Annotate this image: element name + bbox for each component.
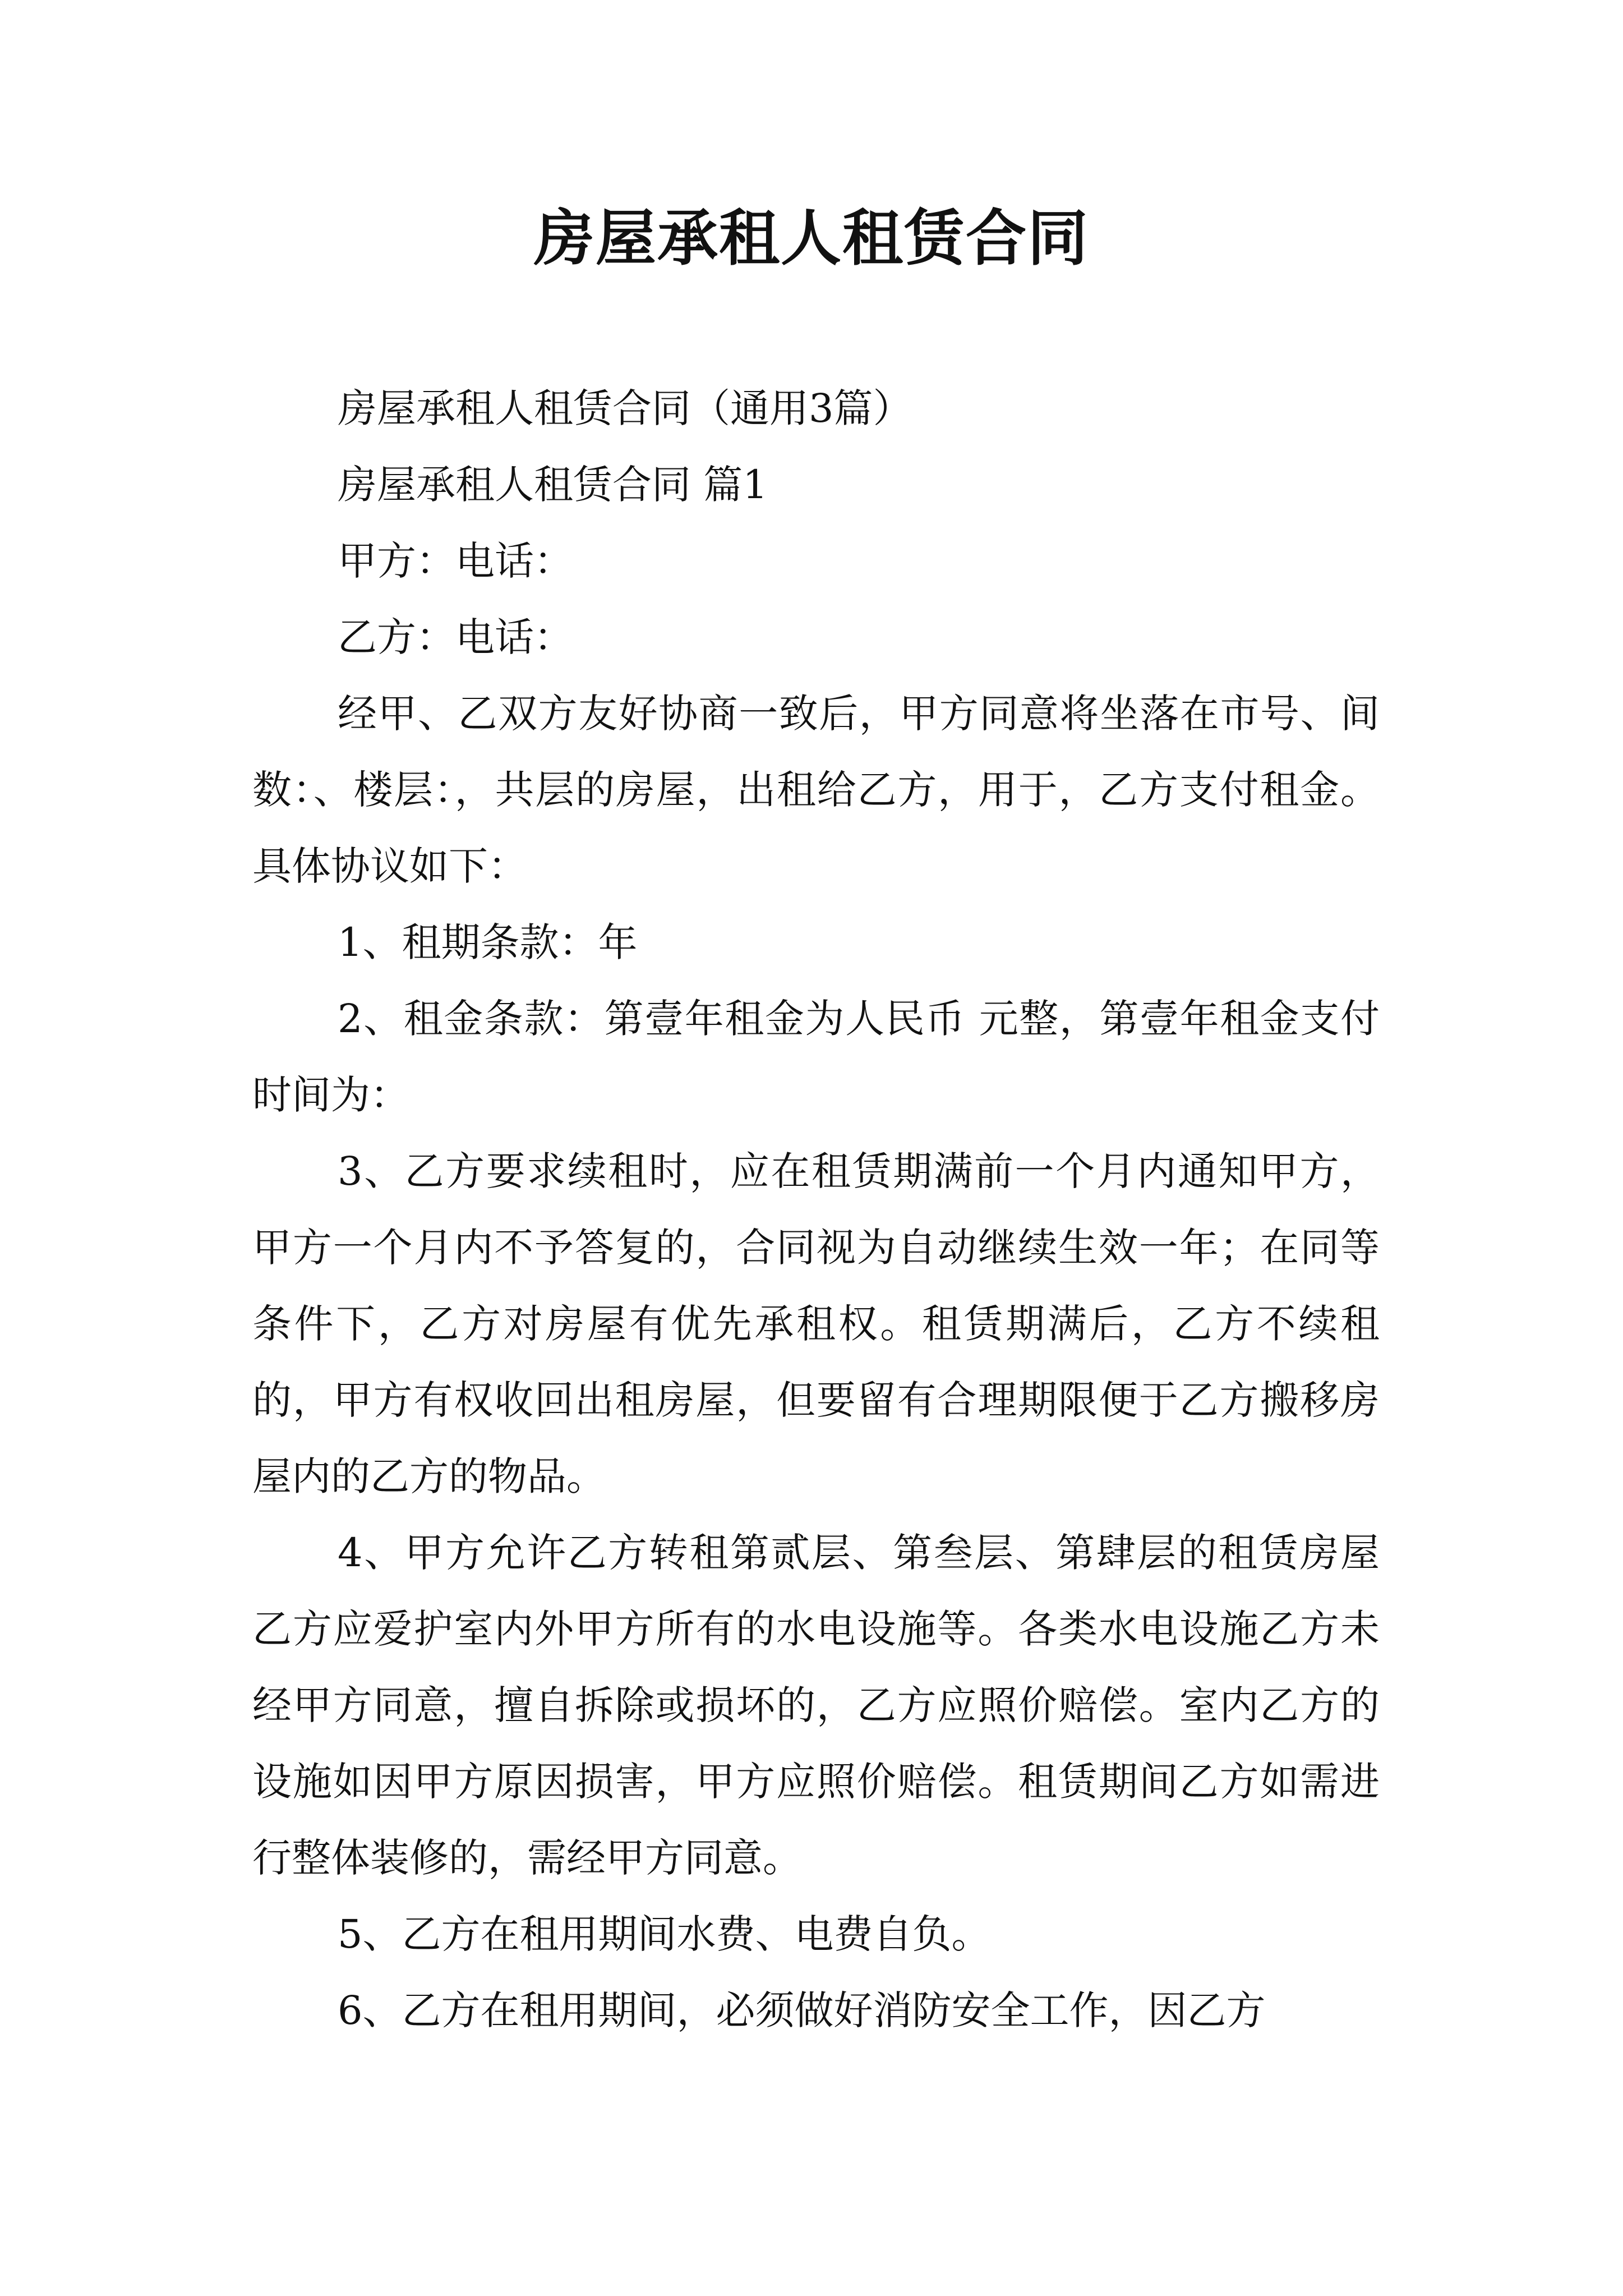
paragraph-clause-6: 6、乙方在租用期间，必须做好消防安全工作，因乙方	[338, 1987, 1266, 2033]
paragraph-subtitle: 房屋承租人租赁合同（通用3篇）	[338, 385, 912, 431]
paragraph-section-heading: 房屋承租人租赁合同 篇1	[338, 462, 768, 508]
paragraph-clause-3: 3、乙方要求续租时，应在租赁期满前一个月内通知甲方，甲方一个月内不予答复的，合同视为自动继续生效一年；在同等条件下，乙方对房屋有优先承租权。租赁期满后，乙方不续租的，甲方有权收回出租房屋，但要留有合理期限便于乙方搬移房屋内的乙方的物品。	[252, 1148, 1380, 1499]
paragraph-party-a: 甲方：电话：	[338, 538, 573, 584]
paragraph-clause-2: 2、租金条款：第壹年租金为人民币 元整，第壹年租金支付时间为：	[252, 996, 1380, 1118]
document-body	[252, 370, 1380, 2049]
paragraph-clause-1: 1、租期条款：年	[338, 919, 638, 965]
paragraph-clause-4: 4、甲方允许乙方转租第贰层、第叁层、第肆层的租赁房屋乙方应爱护室内外甲方所有的水电设施等。各类水电设施乙方未经甲方同意，擅自拆除或损坏的，乙方应照价赔偿。室内乙方的设施如因甲方原因损害，甲方应照价赔偿。租赁期间乙方如需进行整体装修的，需经甲方同意。	[252, 1530, 1380, 1881]
paragraph-party-b: 乙方：电话：	[338, 614, 573, 660]
document-title: 房屋承租人租赁合同	[533, 203, 1089, 274]
paragraph-intro: 经甲、乙双方友好协商一致后，甲方同意将坐落在市号、间数：、楼层：，共层的房屋，出租给乙方，用于，乙方支付租金。具体协议如下：	[252, 691, 1380, 889]
paragraph-clause-5: 5、乙方在租用期间水费、电费自负。	[338, 1911, 991, 1957]
